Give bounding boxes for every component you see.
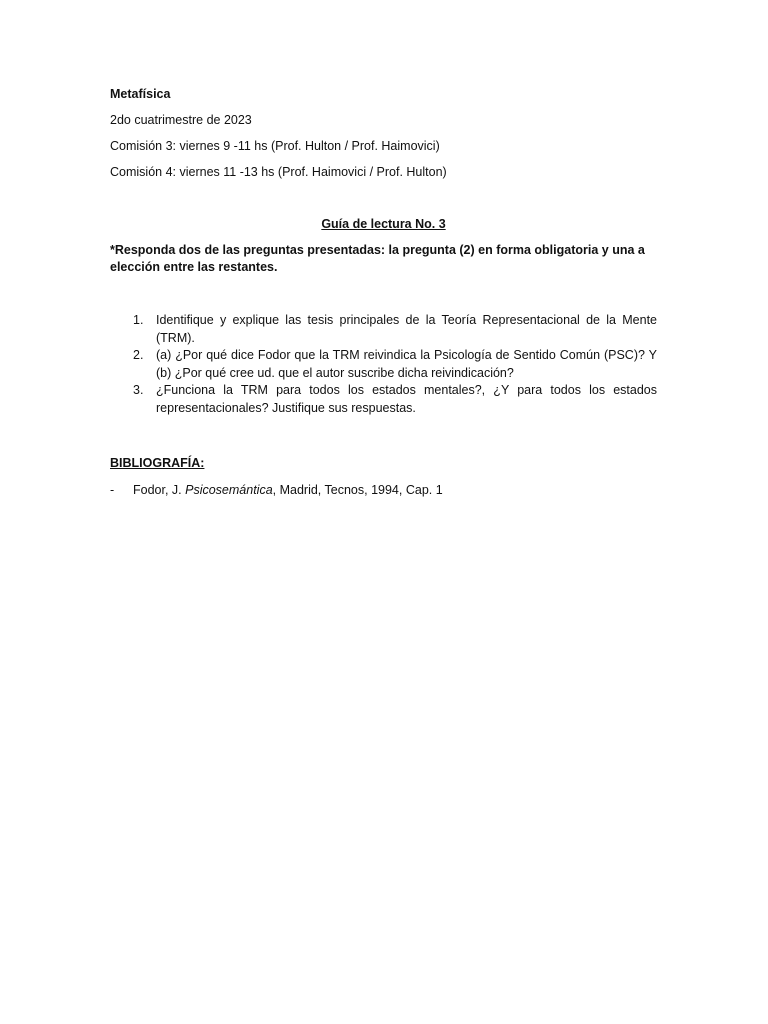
question-text: Identifique y explique las tesis principales de la Teoría Representacional de la Mente (TRM). [156, 313, 657, 345]
question-list [110, 312, 657, 417]
bibliography-details: , Madrid, Tecnos, 1994, Cap. 1 [272, 483, 443, 497]
question-number: 2. [133, 348, 144, 362]
question-item [110, 347, 657, 382]
guide-title: Guía de lectura No. 3 [321, 217, 446, 231]
course-title: Metafísica [110, 87, 171, 101]
question-item [110, 312, 657, 347]
bibliography-book-title: Psicosemántica [185, 483, 273, 497]
bibliography-heading: BIBLIOGRAFÍA: [110, 456, 205, 470]
question-text: (a) ¿Por qué dice Fodor que la TRM reivindica la Psicología de Sentido Común (PSC)? Y (b) ¿Por qué cree ud. que el autor suscribe dicha reivindicación? [156, 348, 657, 380]
bibliography-item [110, 482, 443, 499]
guide-instruction: *Responda dos de las preguntas presentadas: la pregunta (2) en forma obligatoria y una a elección entre las restantes. [110, 243, 645, 274]
commission-4-schedule: Comisión 4: viernes 11 -13 hs (Prof. Haimovici / Prof. Hulton) [110, 165, 447, 179]
bibliography-author: Fodor, J. [133, 483, 186, 497]
question-item [110, 382, 657, 417]
bullet-dash: - [110, 483, 115, 497]
term-label: 2do cuatrimestre de 2023 [110, 113, 252, 127]
question-number: 1. [133, 313, 144, 327]
question-text: ¿Funciona la TRM para todos los estados mentales?, ¿Y para todos los estados representacionales? Justifique sus respuestas. [156, 383, 657, 415]
commission-3-schedule: Comisión 3: viernes 9 -11 hs (Prof. Hulton / Prof. Haimovici) [110, 139, 440, 153]
question-number: 3. [133, 383, 144, 397]
